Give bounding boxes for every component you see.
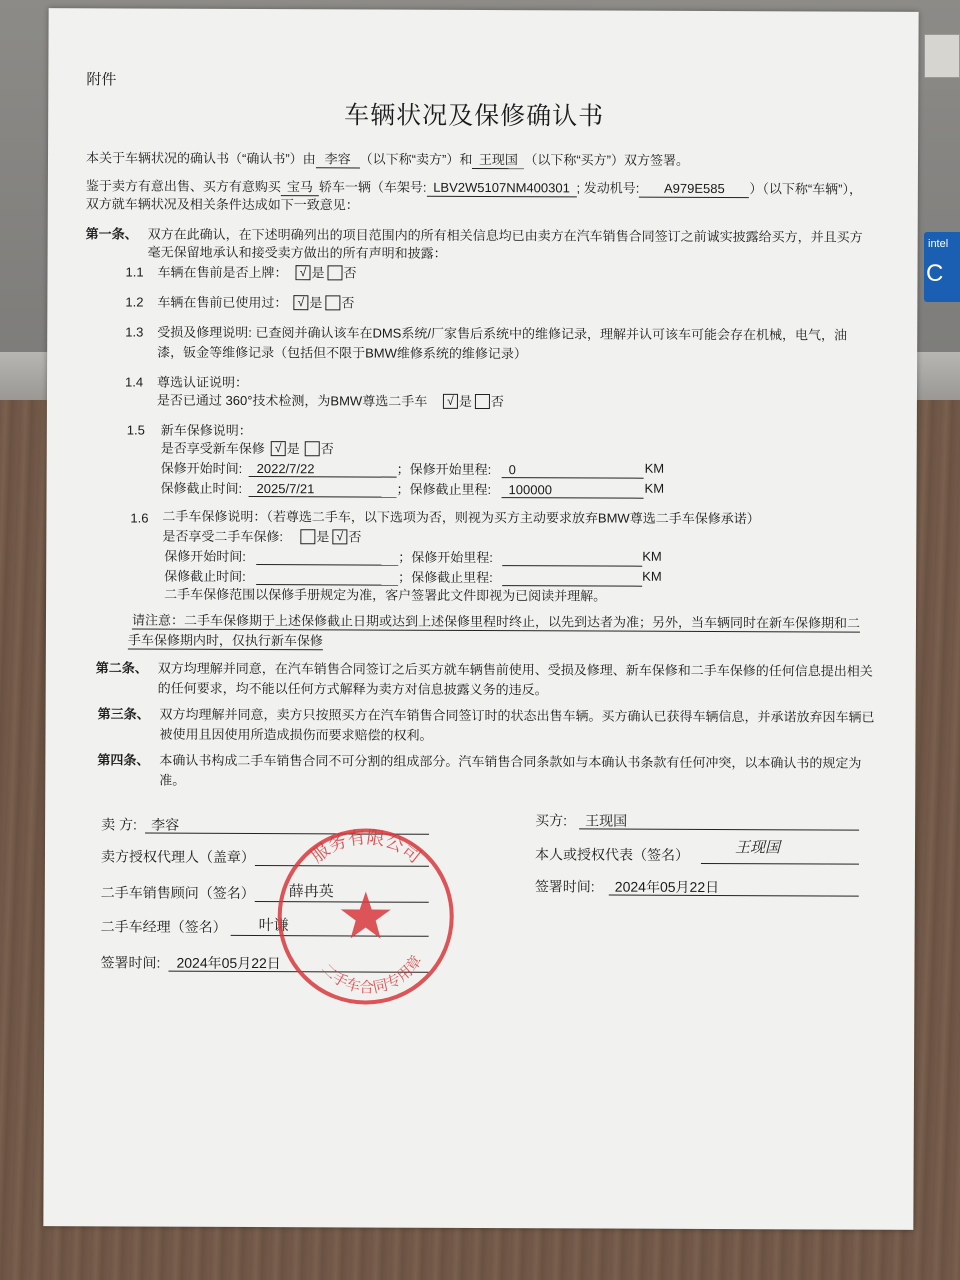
svg-text:服务有限公司 <box>307 827 425 868</box>
item-1-2-no-checkbox[interactable] <box>325 295 340 310</box>
new-warranty-end-date: 2025/7/21 <box>256 481 315 497</box>
article1-label: 第一条、 <box>85 226 138 242</box>
item-1-5-yes-checkbox[interactable]: √ <box>271 441 286 456</box>
note-line-1: 请注意：二手车保修期于上述保修截止日期或达到上述保修里程时终止，以先到达者为准；另外，当车辆同时在新车保修期和二 <box>131 612 861 631</box>
new-warranty-end-km: 100000 <box>508 482 552 498</box>
new-warranty-end-date-label: 保修截止时间: <box>160 480 243 496</box>
intel-big-letter: C <box>926 260 944 287</box>
item-1-1-text: 车辆在售前是否上牌： <box>157 264 288 281</box>
seller-date-label: 签署时间: <box>100 954 161 971</box>
km-unit: KM <box>644 480 665 496</box>
seller-date: 2024年05月22日 <box>176 954 281 972</box>
item-1-2-no-label: 否 <box>341 295 355 311</box>
new-warranty-start-date-line <box>249 476 397 478</box>
intel-label: intel <box>928 238 949 250</box>
vin-field: LBV2W5107NM400301 <box>426 180 576 198</box>
item-1-4-text-2: 是否已通过 360°技术检测，为BMW尊选二手车 <box>156 392 428 409</box>
km-unit: KM <box>644 460 665 476</box>
buyer-date-line <box>609 895 859 897</box>
article2-label: 第二条、 <box>95 660 148 676</box>
item-1-4-number: 1.4 <box>124 374 144 390</box>
item-1-6-number: 1.6 <box>130 510 149 526</box>
item-1-4-no-checkbox[interactable] <box>475 394 490 409</box>
item-1-1-no-label: 否 <box>343 265 357 281</box>
intro-line-2: 鉴于卖方有意出售、买方有意购买 宝马 轿车一辆（车架号: LBV2W5107NM400301 ; 发动机号: A979E585 ）（以下称“车辆”）， <box>85 178 863 197</box>
used-warranty-start-km-label: ；保修开始里程: <box>398 549 493 566</box>
item-1-3-number: 1.3 <box>125 324 144 340</box>
article2-text-1: 双方均理解并同意，在汽车销售合同签订之后买方就车辆售前使用、受损及修理、新车保修和二手车保修的任何信息提出相关 <box>157 660 873 679</box>
item-1-1-yes-checkbox[interactable]: √ <box>295 265 310 280</box>
used-warranty-start-date-line <box>256 564 398 566</box>
consultant-signature: 薛冉英 <box>288 882 334 901</box>
buyer-date: 2024年05月22日 <box>614 878 720 896</box>
consultant-label: 二手车销售顾问（签名） <box>100 884 255 902</box>
seal-text-bottom: 二手车合同专用章 <box>317 951 426 997</box>
item-1-6-yes-checkbox[interactable] <box>300 529 315 544</box>
used-warranty-end-date-line <box>256 584 398 586</box>
item-1-3-text-1: 受损及修理说明: 已查阅并确认该车在DMS系统/厂家售后系统中的维修记录，理解并认可该车可能会存在机械，电气，油 <box>157 324 848 343</box>
seal-star-icon <box>341 891 391 938</box>
document-page <box>43 8 918 1230</box>
item-1-2-yes-checkbox[interactable]: √ <box>293 295 308 310</box>
used-warranty-end-date-label: 保修截止时间: <box>164 568 246 584</box>
item-1-5-no-label: 否 <box>320 441 334 457</box>
buyer-value: 王现国 <box>585 812 628 829</box>
item-1-3-text-2: 漆，钣金等维修记录（包括但不限于BMW维修系统的维修记录） <box>157 344 527 362</box>
article1-text-1: 双方在此确认，在下述明确列出的项目范围内的所有相关信息均已由卖方在汽车销售合同签订之前诚实披露给买方，并且买方 <box>147 226 863 245</box>
new-warranty-end-date-line <box>249 496 397 498</box>
seller-label: 卖 方: <box>101 816 137 833</box>
buyer-date-label: 签署时间: <box>534 878 595 895</box>
item-1-1-yes-label: 是 <box>311 265 325 281</box>
new-warranty-end-km-line <box>502 497 644 499</box>
agent-label: 卖方授权代理人（盖章） <box>100 848 255 866</box>
item-1-2-number: 1.2 <box>125 294 144 310</box>
rep-signature: 王现国 <box>734 838 781 857</box>
buyer-label: 买方: <box>535 812 568 829</box>
item-1-5-yes-label: 是 <box>286 441 300 457</box>
article4-text-1: 本确认书构成二手车销售合同不可分割的组成部分。汽车销售合同条款如与本确认书条款有任何冲突，以本确认书的规定为 <box>159 752 862 771</box>
item-1-5-no-checkbox[interactable] <box>305 441 320 456</box>
seal-text-top: 服务有限公司 <box>307 827 425 868</box>
used-warranty-start-km-line <box>502 565 642 567</box>
article3-text-2: 被使用且因使用所造成损伤而要求赔偿的权利。 <box>159 726 433 743</box>
km-unit: KM <box>642 568 662 584</box>
item-1-4-yes-label: 是 <box>458 393 472 409</box>
item-1-6-no-checkbox[interactable]: √ <box>332 529 347 544</box>
rep-label: 本人或授权代表（签名） <box>534 846 690 863</box>
km-unit: KM <box>642 548 662 564</box>
manager-signature: 叶谦 <box>258 916 289 935</box>
new-warranty-start-km-label: ；保修开始里程: <box>396 461 492 478</box>
new-warranty-start-date-label: 保修开始时间: <box>160 460 243 476</box>
engine-no-field: A979E585 <box>639 181 749 198</box>
article4-text-2: 准。 <box>159 772 186 788</box>
item-1-5-number: 1.5 <box>126 422 145 438</box>
used-warranty-end-km-line <box>502 585 642 587</box>
item-1-4-text-1: 尊选认证说明： <box>156 374 249 390</box>
item-1-5-text-2: 是否享受新车保修 <box>160 440 265 457</box>
intro-line-1: 本关于车辆状况的确认书（“确认书”）由 李容 （以下称“卖方”）和 王现国 （以下称“买方”）双方签署。 <box>85 150 690 168</box>
brand-field: 宝马 <box>281 179 319 196</box>
item-1-2-text: 车辆在售前已使用过： <box>157 294 288 311</box>
item-1-6-text-2: 是否享受二手车保修: <box>162 528 284 545</box>
new-warranty-end-km-label: ；保修截止里程: <box>396 481 492 498</box>
intro-line-3: 双方就车辆状况及相关条件达成如下一致意见： <box>85 196 359 213</box>
used-warranty-start-date-label: 保修开始时间: <box>164 548 246 564</box>
used-warranty-end-km-label: ；保修截止里程: <box>398 569 493 586</box>
item-1-6-text-1: 二手车保修说明：（若尊选二手车，以下选项为否，则视为买方主动要求放弃BMW尊选二手车保修承诺） <box>162 508 760 527</box>
item-1-6-no-label: 否 <box>348 529 362 545</box>
seller-value: 李容 <box>151 816 180 833</box>
document-title: 车辆状况及保修确认书 <box>344 101 605 131</box>
company-seal <box>270 821 461 1012</box>
article4-label: 第四条、 <box>97 752 150 768</box>
item-1-5-text-1: 新车保修说明： <box>160 422 252 438</box>
new-warranty-start-km: 0 <box>508 462 516 478</box>
rep-line <box>701 863 859 865</box>
note-line-2: 手车保修期内时，仅执行新车保修 <box>127 632 323 649</box>
buyer-line <box>579 828 859 830</box>
article3-label: 第三条、 <box>97 706 150 722</box>
laptop-sticker <box>924 34 960 78</box>
item-1-2-yes-label: 是 <box>309 295 323 311</box>
item-1-1-number: 1.1 <box>125 264 144 280</box>
article1-text-2: 毫无保留地承认和接受卖方做出的所有声明和披露： <box>147 244 447 261</box>
item-1-6-text-3: 二手车保修范围以保修手册规定为准，客户签署此文件即视为已阅读并理解。 <box>164 586 607 604</box>
item-1-4-yes-checkbox[interactable]: √ <box>443 394 458 409</box>
attachment-label: 附件 <box>86 71 117 89</box>
item-1-1-no-checkbox[interactable] <box>327 265 342 280</box>
article2-text-2: 的任何要求，均不能以任何方式解释为卖方对信息披露义务的违反。 <box>157 680 548 698</box>
new-warranty-start-date: 2022/7/22 <box>256 461 315 477</box>
item-1-6-yes-label: 是 <box>316 529 330 545</box>
seller-name-field: 李容 <box>316 151 360 168</box>
item-1-4-no-label: 否 <box>490 394 504 410</box>
buyer-name-field: 王现国 <box>472 152 524 169</box>
new-warranty-start-km-line <box>502 477 644 479</box>
article3-text-1: 双方均理解并同意，卖方只按照买方在汽车销售合同签订时的状态出售车辆。买方确认已获得车辆信息，并承诺放弃因车辆已 <box>159 706 875 725</box>
intel-sticker <box>924 232 960 302</box>
manager-label: 二手车经理（签名） <box>100 918 227 935</box>
